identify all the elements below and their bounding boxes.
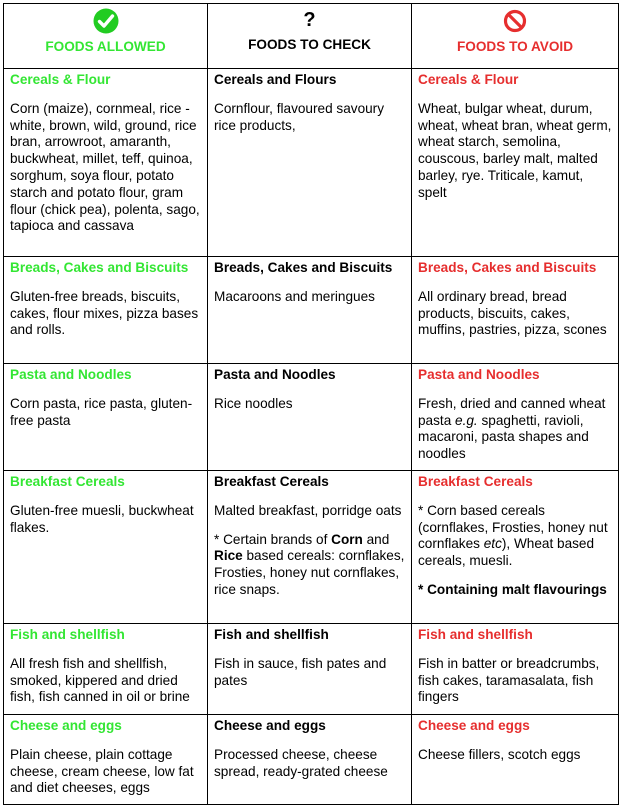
- category-label: Cheese and eggs: [418, 718, 530, 733]
- cell-text: Wheat, bulgar wheat, durum, wheat, wheat bran, wheat germ, wheat starch, semolina, couscous, barley malt, malted barley, rye. Triticale, kamut, spelt: [418, 100, 612, 200]
- header-check: [208, 4, 412, 69]
- cell-text: Gluten-free muesli, buckwheat flakes.: [10, 502, 194, 535]
- table-row: [4, 364, 619, 471]
- cell-text: All ordinary bread, bread products, biscuits, cakes, muffins, pastries, pizza, scones: [418, 288, 607, 338]
- food-guide-table: [3, 3, 619, 805]
- cell-check: [208, 471, 412, 624]
- category-label: Breads, Cakes and Biscuits: [10, 260, 189, 275]
- cell-text: Macaroons and meringues: [214, 288, 375, 304]
- cell-note: * Containing malt flavourings: [418, 581, 607, 597]
- table-row: [4, 69, 619, 257]
- cell-text: Cheese fillers, scotch eggs: [418, 746, 581, 762]
- question-mark-icon: ?: [303, 9, 316, 31]
- table-row: [4, 257, 619, 364]
- category-label: Cereals & Flour: [10, 72, 111, 87]
- cell-text: Fresh, dried and canned wheat pasta e.g. spaghetti, ravioli, macaroni, pasta shapes and noodles: [418, 395, 606, 462]
- cell-text: Plain cheese, plain cottage cheese, cream cheese, low fat and diet cheeses, eggs: [10, 746, 194, 796]
- cell-allowed: [4, 471, 208, 624]
- cell-text: Processed cheese, cheese spread, ready-grated cheese: [214, 746, 388, 779]
- category-label: Breads, Cakes and Biscuits: [214, 260, 393, 275]
- cell-check: [208, 624, 412, 715]
- header-avoid-label: FOODS TO AVOID: [456, 39, 574, 54]
- cell-allowed: [4, 364, 208, 471]
- cell-text: * Corn based cereals (cornflakes, Frosties, honey nut cornflakes etc), Wheat based cereals, muesli.: [418, 502, 608, 569]
- category-label: Cheese and eggs: [10, 718, 122, 733]
- category-label: Cereals and Flours: [214, 72, 337, 87]
- category-label: Pasta and Noodles: [214, 367, 336, 382]
- cell-text: Corn (maize), cornmeal, rice - white, brown, wild, ground, rice bran, arrowroot, amaranth, buckwheat, millet, teff, quinoa, sorghum, soya flour, potato starch and potato flour, gram flour (chick pea), polenta, sago, tapioca and cassava: [10, 100, 200, 234]
- category-label: Fish and shellfish: [418, 627, 533, 642]
- category-label: Cereals & Flour: [418, 72, 519, 87]
- header-check-label: FOODS TO CHECK: [248, 37, 371, 52]
- cell-text: All fresh fish and shellfish, smoked, kippered and dried fish, fish canned in oil or brine: [10, 655, 190, 705]
- header-row: [4, 4, 619, 69]
- cell-allowed: [4, 715, 208, 805]
- cell-check: [208, 69, 412, 257]
- cell-text: Rice noodles: [214, 395, 293, 411]
- category-label: Pasta and Noodles: [10, 367, 132, 382]
- red-no-entry-icon: [502, 8, 528, 34]
- cell-allowed: [4, 69, 208, 257]
- cell-avoid: [412, 69, 619, 257]
- cell-text: Corn pasta, rice pasta, gluten-free pasta: [10, 395, 193, 428]
- cell-check: [208, 257, 412, 364]
- cell-allowed: [4, 624, 208, 715]
- cell-avoid: [412, 364, 619, 471]
- cell-text: Cornflour, flavoured savoury rice products,: [214, 100, 385, 133]
- category-label: Fish and shellfish: [214, 627, 329, 642]
- table-row: [4, 715, 619, 805]
- cell-avoid: [412, 471, 619, 624]
- cell-text: Fish in sauce, fish pates and pates: [214, 655, 387, 688]
- cell-check: [208, 715, 412, 805]
- category-label: Pasta and Noodles: [418, 367, 540, 382]
- cell-text: Fish in batter or breadcrumbs, fish cakes, taramasalata, fish fingers: [418, 655, 600, 705]
- category-label: Breakfast Cereals: [418, 474, 533, 489]
- green-check-circle-icon: [93, 8, 119, 34]
- cell-avoid: [412, 624, 619, 715]
- cell-note: * Certain brands of Corn and Rice based cereals: cornflakes, Frosties, honey nut cornflakes, rice snaps.: [214, 531, 405, 597]
- header-allowed: [4, 4, 208, 69]
- table-row: [4, 471, 619, 624]
- cell-avoid: [412, 715, 619, 805]
- cell-text: Malted breakfast, porridge oats: [214, 502, 402, 518]
- category-label: Breads, Cakes and Biscuits: [418, 260, 597, 275]
- category-label: Breakfast Cereals: [10, 474, 125, 489]
- category-label: Breakfast Cereals: [214, 474, 329, 489]
- cell-avoid: [412, 257, 619, 364]
- table-row: [4, 624, 619, 715]
- cell-allowed: [4, 257, 208, 364]
- header-avoid: [412, 4, 619, 69]
- category-label: Cheese and eggs: [214, 718, 326, 733]
- cell-text: Gluten-free breads, biscuits, cakes, flour mixes, pizza bases and rolls.: [10, 288, 199, 338]
- cell-check: [208, 364, 412, 471]
- header-allowed-label: FOODS ALLOWED: [45, 39, 166, 54]
- category-label: Fish and shellfish: [10, 627, 125, 642]
